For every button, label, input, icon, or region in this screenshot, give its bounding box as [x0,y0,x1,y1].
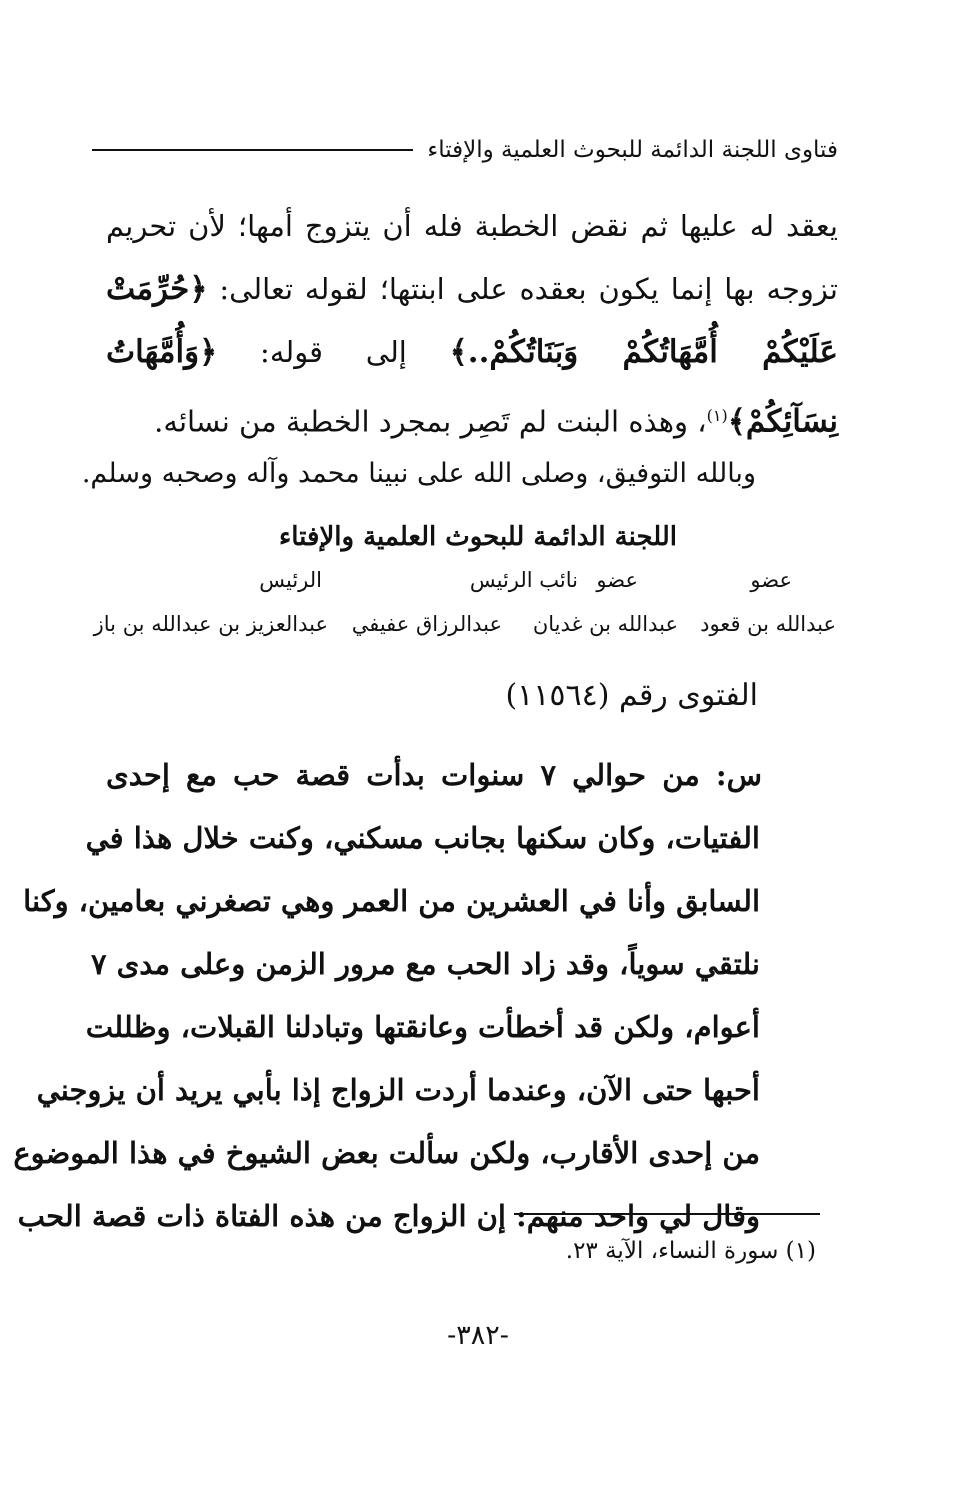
previous-answer [106,195,838,447]
footnote-marker: (١) [706,406,728,425]
fatwa-number: الفتوى رقم (١١٥٦٤) [505,678,758,713]
quran-verse-start: ﴿حُرِّمَتْ [106,271,208,307]
answer-line-1: يعقد له عليها ثم نقض الخطبة فله أن يتزوج أمها؛ لأن تحريم [106,209,838,243]
question-block [106,744,763,807]
question-continuation [13,807,760,1248]
running-title: فتاوى اللجنة الدائمة للبحوث العلمية والإفتاء [427,137,838,163]
question-line: الفتيات، وكان سكنها بجانب مسكني، وكنت خلال هذا في [85,821,760,855]
question-line: نلتقي سوياً، وقد زاد الحب مع مرور الزمن وعلى مدى ٧ [90,947,760,981]
question-line: من إحدى الأقارب، ولكن سألت بعض الشيوخ في هذا الموضوع [13,1136,760,1170]
answer-line-3-text: إلى قوله: [260,335,407,369]
role-member-1: عضو [750,568,792,592]
closing-formula: وبالله التوفيق، وصلى الله على نبينا محمد وآله وصحبه وسلم. [81,458,756,489]
signature-roles [120,568,836,600]
member-name-1: عبدالله بن قعود [700,612,836,636]
quran-verse-second: ﴿وَأُمَّهَاتُ [106,334,218,370]
question-line: س: من حوالي ٧ سنوات بدأت قصة حب مع إحدى [106,758,763,792]
header-rule [92,149,413,151]
question-line: السابق وأنا في العشرين من العمر وهي تصغرني بعامين، وكنا [23,884,760,918]
role-member-2: عضو [596,568,638,592]
quran-verse-end: نِسَآئِكُمْ﴾ [727,403,838,440]
footnote: (١) سورة النساء، الآية ٢٣. [565,1238,816,1264]
answer-line-2-text: تزوجه بها إنما يكون بعقده على ابنتها؛ لقوله تعالى: [219,272,838,306]
member-name-3: عبدالرزاق عفيفي [351,612,502,636]
role-president: الرئيس [259,568,322,592]
answer-line-4 [106,384,838,447]
question-line: أحبها حتى الآن، وعندما أردت الزواج إذا بأبي يريد أن يزوجني [36,1073,760,1107]
answer-line-3 [106,321,838,384]
member-name-2: عبدالله بن غديان [532,612,678,636]
running-header [92,128,838,172]
committee-name: اللجنة الدائمة للبحوث العلمية والإفتاء [279,522,677,552]
question-line: وقال لي واحد منهم: إن الزواج من هذه الفتاة ذات قصة الحب [17,1199,760,1233]
question-line: أعوام، ولكن قد أخطأت وعانقتها وتبادلنا القبلات، وظللت [85,1010,760,1044]
answer-line-4-text: ، وهذه البنت لم تَصِر بمجرد الخطبة من نسائه. [154,404,707,439]
footnote-divider [514,1213,820,1215]
page-number: -٣٨٢- [447,1320,509,1351]
member-name-4: عبدالعزيز بن عبدالله بن باز [93,612,328,636]
signature-names [93,612,836,646]
quran-verse-middle: عَلَيْكُمْ أُمَّهَاتُكُمْ وَبَنَاتُكُمْ..﴾ [449,334,839,370]
answer-line-2 [106,258,838,321]
role-vice-president: نائب الرئيس [469,568,578,592]
